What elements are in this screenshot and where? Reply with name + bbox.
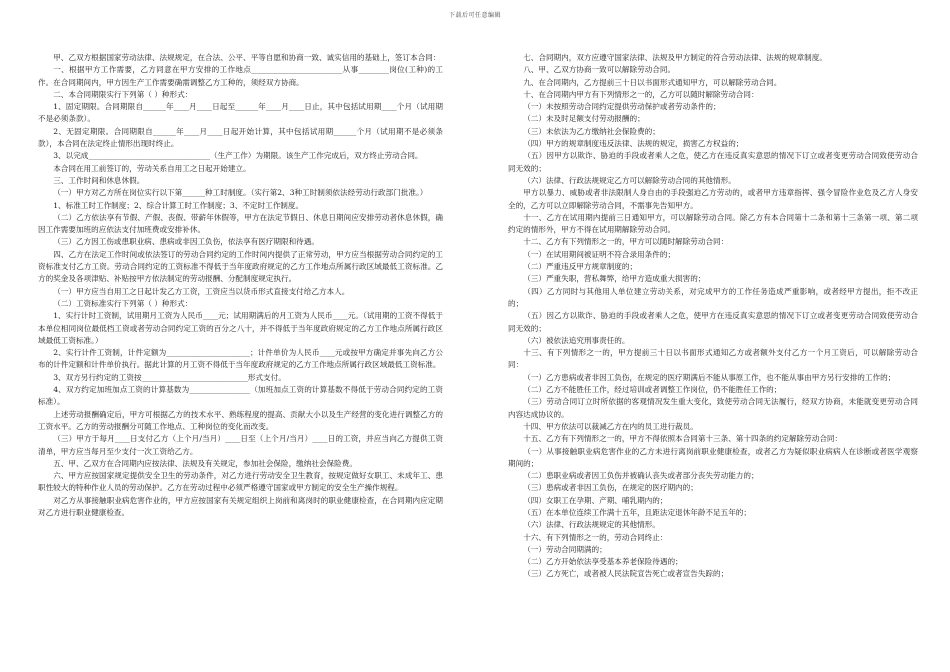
paragraph: （二）患职业病或者因工负伤并被确认丧失或者部分丧失劳动能力的； [523, 471, 759, 481]
paragraph: （三）乙方死亡，或者被人民法院宣告死亡或者宣告失踪的； [523, 569, 729, 579]
paragraph: 对乙方从事接触职业病危害作业的，甲方应按国家有关规定组织上岗前和离岗时的职业健康检查，在合同期内应定期对乙方进行职业健康检查。 [38, 495, 443, 517]
paragraph: 甲、乙双方根据国家劳动法律、法规规定，在合法、公平、平等自愿和协商一致、诚实信用的基础上，签订本合同： [53, 53, 441, 62]
paragraph: （一）甲方对乙方所在岗位实行以下第______种工时制度。（实行第2、3种工时制须依法经劳动行政部门批准。） [53, 188, 428, 198]
paragraph: 九、在合同期内，乙方提前三十日以书面形式通知甲方，可以解除劳动合同。 [523, 77, 782, 87]
paragraph: 十、在合同期内甲方有下列情形之一的，乙方可以随时解除劳动合同： [523, 89, 759, 99]
paragraph: 1、标准工时工作制度；2、综合计算工时工作制度；3、不定时工作制度。 [53, 200, 304, 210]
paragraph: 本合同在用工前签订的，劳动关系自用工之日起开始建立。 [53, 163, 251, 173]
paragraph: 六、甲方应按国家规定提供安全卫生的劳动条件，对乙方进行劳动安全卫生教育，按规定做好女职工、未成年工、患职性较大的特种作业人员的劳动保护。乙方在劳动过程中必须严格遵守国家或甲方制定的安全生产操作规程。 [38, 471, 443, 493]
paragraph: （三）严重失职，营私舞弊，给甲方造成重大损害的； [523, 274, 706, 284]
paragraph: （二）乙方依法享有节假、产假、丧假、带薪年休假等，甲方在法定节假日、休息日期间应安排劳动者休息休假，确因工作需要加班的应依法支付加班费或安排补休。 [38, 212, 443, 235]
paragraph: （一）甲方应当自用工之日起计发乙方工资，工资应当以货币形式直接支付给乙方本人。 [53, 286, 350, 296]
paragraph: （二）乙方开始依法享受基本养老保险待遇的； [523, 557, 683, 567]
paragraph: 三、工作时间和休息休假。 [53, 175, 145, 185]
paragraph: （六）法律、行政法规规定的其他情形。 [523, 520, 660, 530]
paragraph: （六）被依法追究刑事责任的。 [523, 335, 630, 345]
header-note: 下载后可任意编辑 [448, 12, 501, 19]
paragraph: （四）乙方同时与其他用人单位建立劳动关系，对完成甲方的工作任务造成严重影响，或者经甲方提出，拒不改正的； [508, 286, 918, 308]
paragraph: （五）因甲方以欺诈、胁迫的手段或者乘人之危，使乙方在违反真实意思的情况下订立或者变更劳动合同致使劳动合同无效的； [508, 151, 918, 173]
paragraph: 3、以完成________________________________（生产工作）为期限。该生产工作完成后，双方终止劳动合同。 [53, 151, 423, 161]
paragraph: （三）患病或者非因工负伤，在规定的医疗期内的； [523, 483, 698, 493]
paragraph: （三）甲方于每月____日支付乙方（上个月/当月）____日至（上个月/当月）____日的工资，并应当向乙方提供工资清单，甲方应当每月至少支付一次工资给乙方。 [38, 434, 443, 456]
paragraph: 上述劳动报酬确定后，甲方可根据乙方的技术水平、熟练程度的提高、贡献大小以及生产经营的变化进行调整乙方的工资水平。乙方的劳动报酬分可随工作地点、工种岗位的变化而改变。 [38, 409, 443, 431]
paragraph: （四）女职工在孕期、产期、哺乳期内的； [523, 495, 668, 505]
paragraph: （二）严重违反甲方规章制度的； [523, 262, 638, 272]
paragraph: 八、甲、乙双方协商一致可以解除劳动合同。 [523, 65, 676, 75]
paragraph: 一、根据甲方工作需要，乙方同意在甲方安排的工作地点________________________从事________岗位(工种)的工作。在合同期间内，甲方因生产工作需要确需调整乙方工种的，须经双方协商。 [38, 65, 443, 87]
left-column [38, 52, 443, 519]
paragraph: 十二、乙方有下列情形之一的，甲方可以随时解除劳动合同： [523, 237, 729, 247]
paragraph: 五、甲、乙双方在合同期内应按法律、法规及有关规定，参加社会保险，缴纳社会保险费。 [53, 458, 357, 468]
paragraph: 十四、甲方依法可以裁减乙方在内的员工进行裁员。 [523, 421, 698, 431]
paragraph: 二、本合同期限实行下列第（ ）种形式： [53, 89, 193, 99]
paragraph: （一）从事接触职业病危害作业的乙方未进行离岗前职业健康检查，或者乙方为疑似职业病病人在诊断或者医学观察期间的； [508, 446, 918, 468]
paragraph: 4、双方约定加班加点工资的计算基数为________________（加班加点工资的计算基数不得低于劳动合同约定的工资标准）。 [38, 385, 443, 407]
paragraph: （三）乙方因工伤或患职业病、患病或非因工负伤，依法享有医疗期限和待遇。 [53, 237, 319, 247]
paragraph: （一）在试用期间被证明不符合录用条件的； [523, 249, 676, 259]
paragraph: （一）未按照劳动合同约定提供劳动保护或者劳动条件的； [523, 102, 721, 112]
paragraph: 甲方以暴力、威胁或者非法限制人身自由的手段强迫乙方劳动的，或者甲方违章指挥、强令冒险作业危及乙方人身安全的，乙方可以立即解除劳动合同，不需事先告知甲方。 [508, 188, 918, 210]
paragraph: 十一、乙方在试用期内提前三日通知甲方，可以解除劳动合同。除乙方有本合同第十二条和第十三条第一项、第二项约定的情形外，甲方不得在试用期解除劳动合同。 [508, 212, 918, 235]
paragraph: （一）劳动合同期满的； [523, 544, 607, 554]
paragraph: 四、乙方在法定工作时间或依法签订的劳动合同约定的工作时间内提供了正常劳动，甲方应当根据劳动合同约定的工资标准支付乙方工资。劳动合同约定的工资标准不得低于当年度政府规定的乙方工作地点所属行政区域最低工资标准。乙方的奖金及各项津贴、补贴按甲方依法制定的劳动报酬、分配制度规定执行。 [38, 249, 443, 284]
paragraph: 十六、有下列情形之一的，劳动合同终止： [523, 532, 668, 542]
paragraph: 七、合同期内，双方应遵守国家法律、法规及甲方制定的符合劳动法律、法规的规章制度。 [523, 53, 827, 62]
paragraph: 1、实行计时工资制，试用期月工资为人民币____元；试用期满后的月工资为人民币____元。（试用期的工资不得低于本单位相同岗位最低档工资或者劳动合同约定工资的百分之八十，并不得低于当年度政府规定的乙方工作地点所属行政区域最低工资标准。） [38, 311, 443, 345]
paragraph: 2、实行计件工资制，计件定额为______________________；计件单价为人民币____元或按甲方确定并事先向乙方公布的计件定额和计件单价执行。据此计算的月工资不得低于当年度政府规定的乙方工作地点所属行政区域最低工资标准。 [38, 348, 443, 370]
paragraph: （四）甲方的规章制度违反法律、法规的规定，损害乙方权益的； [523, 139, 744, 149]
right-column [508, 52, 918, 581]
paragraph: （五）因乙方以欺诈、胁迫的手段或者乘人之危，使甲方在违反真实意思的情况下订立或者变更劳动合同致使劳动合同无效的； [508, 311, 918, 333]
paragraph: 1、固定期限。合同期限自______年____月____日起至______年____月____日止，其中包括试用期____个月（试用期不是必须条款）。 [38, 102, 443, 124]
paragraph: 十五、乙方有下列情形之一的，甲方不得依照本合同第十三条、第十四条的约定解除劳动合同： [523, 434, 843, 444]
paragraph: （二）未及时足额支付劳动报酬的； [523, 114, 645, 124]
paragraph: （三）劳动合同订立时所依据的客观情况发生重大变化，致使劳动合同无法履行，经双方协商，未能就变更劳动合同内容达成协议的。 [508, 397, 918, 419]
paragraph: （五）在本单位连续工作满十五年，且距法定退休年龄不足五年的； [523, 507, 751, 517]
paragraph: （三）未依法为乙方缴纳社会保险费的； [523, 126, 660, 136]
paragraph: 3、双方另行约定的工资按____________________________形式支付。 [53, 372, 286, 382]
paragraph: （二）工资标准实行下列第（ ）种形式： [53, 298, 193, 308]
paragraph: （一）乙方患病或者非因工负伤，在规定的医疗期满后不能从事原工作，也不能从事由甲方另行安排的工作的； [523, 372, 896, 382]
paragraph: （六）法律、行政法规规定乙方可以解除劳动合同的其他情形。 [523, 175, 736, 185]
paragraph: 2、无固定期限。合同期限自______年____月____日起开始计算，其中包括试用期______个月（试用期不是必须条款），本合同在法定终止情形出现时终止。 [38, 126, 443, 149]
paragraph: 十三、有下列情形之一的，甲方提前三十日以书面形式通知乙方或者额外支付乙方一个月工资后，可以解除劳动合同： [508, 348, 918, 370]
paragraph: （二）乙方不能胜任工作，经过培训或者调整工作岗位，仍不能胜任工作的； [523, 385, 782, 395]
